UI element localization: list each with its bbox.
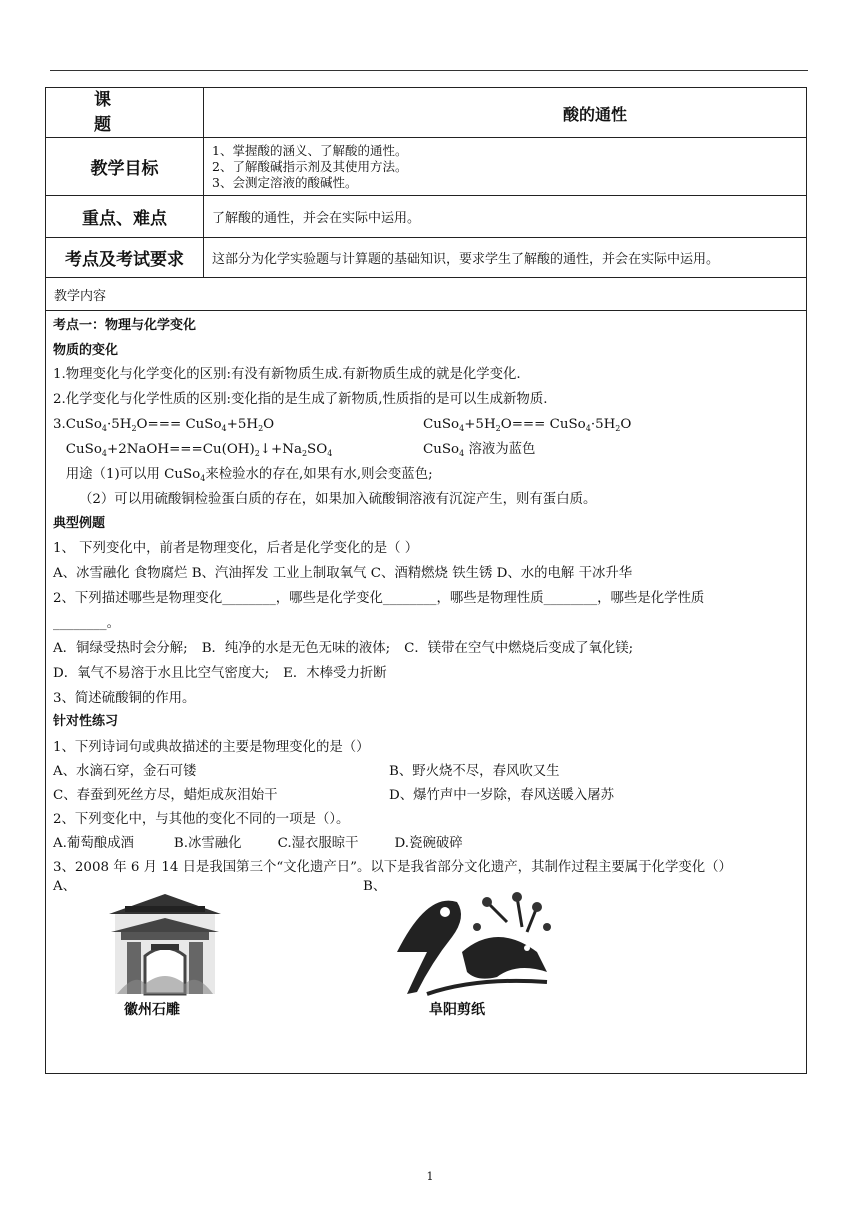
topic-value-text: 酸的通性 [562,105,627,124]
goal-item: 1、掌握酸的涵义、了解酸的通性。 [212,142,408,158]
lesson-table [45,87,807,1074]
option: C、春蚕到死丝方尽，蜡炬成灰泪始干 [53,788,278,803]
image-label: B、 [363,879,387,894]
color-note: 溶液为蓝色 [468,442,536,457]
question-options: A、冰雪融化 食物腐烂 B、汽油挥发 工业上制取氧气 C、酒精燃烧 铁生锈 D、水的电解 干冰升华 [53,566,633,581]
topic-row [46,88,806,138]
equation-line [53,416,732,433]
equation: $CuSo_4+5H_2O===$ $CuSo_4\cdot 5H_2O$ [423,417,632,433]
option: C.湿衣服晾干 [277,836,359,851]
section-subtitle: 物质的变化 [53,343,119,358]
section-title: 考点一：物理与化学变化 [53,318,197,333]
paragraph: 2.化学变化与化学性质的区别:变化指的是生成了新物质,性质指的是可以生成新物质. [53,392,548,407]
exam-row [46,238,806,278]
use-text: 来检验水的存在,如果有水,则会变蓝色; [205,467,433,482]
option: B、野火烧不尽，春风吹又生 [389,764,560,779]
paragraph: 用途（1)可以用 CuSo$_4$来检验水的存在,如果有水,则会变蓝色; [65,467,433,483]
option: A、水滴石穿，金石可镂 [53,764,197,779]
question: 2、下列变化中，与其他的变化不同的一项是（）。 [53,812,350,827]
paragraph: 1.物理变化与化学变化的区别:有没有新物质生成.有新物质生成的就是化学变化. [53,367,521,382]
image-caption: 徽州石雕 [124,1002,180,1018]
equation-line [53,441,732,458]
image-options [53,878,732,1018]
focus-row [46,196,806,238]
equation: CuSo$_4$ 溶液为蓝色 [423,442,536,458]
question-options [53,835,732,852]
image-label: A、 [53,879,77,894]
content-label: 教学内容 [54,288,107,304]
focus-label: 重点、难点 [46,196,204,237]
goal-item: 2、了解酸碱指示剂及其使用方法。 [212,158,408,174]
option: E．木棒受力折断 [283,666,387,681]
stone-arch-illustration [105,884,225,1004]
goals-label: 教学目标 [46,138,204,195]
question: 1、下列诗词句或典故描述的主要是物理变化的是（） [53,740,370,755]
image-option-a [53,878,363,1018]
option: D、爆竹声中一岁除，春风送暖入屠苏 [389,788,614,803]
question-options [53,640,732,657]
topic-value [204,88,806,137]
option: B．纯净的水是无色无味的液体; [201,641,391,656]
topic-label [46,88,204,137]
option: A.葡萄酿成酒 [53,836,134,851]
equation: $3.CuSo_4\cdot 5H_2O===$ $CuSo_4+5H_2O$ [53,417,275,433]
topic-label-text: 课题 [94,90,159,135]
image-option-b [363,878,563,1018]
use-text: 用途（1)可以用 CuSo [65,467,201,482]
question: 3、简述硫酸铜的作用。 [53,691,196,706]
equation: $CuSo_4+2NaOH===Cu(OH)_2↓+Na_2SO_4$ [53,442,333,458]
page-number: 1 [426,1170,434,1183]
question-options [53,787,732,804]
content-row [46,311,806,1073]
practice-title: 针对性练习 [53,714,119,729]
question: ________。 [53,616,120,631]
option: D.瓷碗破碎 [394,836,463,851]
goals-row [46,138,806,196]
exam-value: 这部分为化学实验题与计算题的基础知识，要求学生了解酸的通性，并会在实际中运用。 [212,252,720,267]
option: C．镁带在空气中燃烧后变成了氧化镁; [404,641,634,656]
question: 1、 下列变化中，前者是物理变化，后者是化学变化的是（ ） [53,541,419,556]
option: D．氧气不易溶于水且比空气密度大; [53,666,270,681]
header-rule [50,70,808,71]
option: A．铜绿受热时会分解; [53,641,188,656]
question: 3、2008 年 6 月 14 日是我国第三个“文化遗产日”。以下是我省部分文化遗产，其制作过程主要属于化学变化（） [53,860,732,875]
teaching-content [46,311,740,1073]
question-options [53,665,732,682]
examples-title: 典型例题 [53,516,106,531]
exam-label: 考点及考试要求 [46,238,204,277]
goal-item: 3、会测定溶液的酸碱性。 [212,174,358,190]
goals-list [204,138,806,195]
question: 2、下列描述哪些是物理变化________，哪些是化学变化________，哪些是物理性质________，哪些是化学性质 [53,591,705,606]
question-options [53,763,732,780]
focus-value: 了解酸的通性，并会在实际中运用。 [212,211,421,226]
content-label-row [46,278,806,311]
option: B.冰雪融化 [173,836,242,851]
paper-cut-illustration [387,882,557,1002]
image-caption: 阜阳剪纸 [429,1002,485,1018]
paragraph: （2）可以用硫酸铜检验蛋白质的存在，如果加入硫酸铜溶液有沉淀产生，则有蛋白质。 [79,492,597,507]
